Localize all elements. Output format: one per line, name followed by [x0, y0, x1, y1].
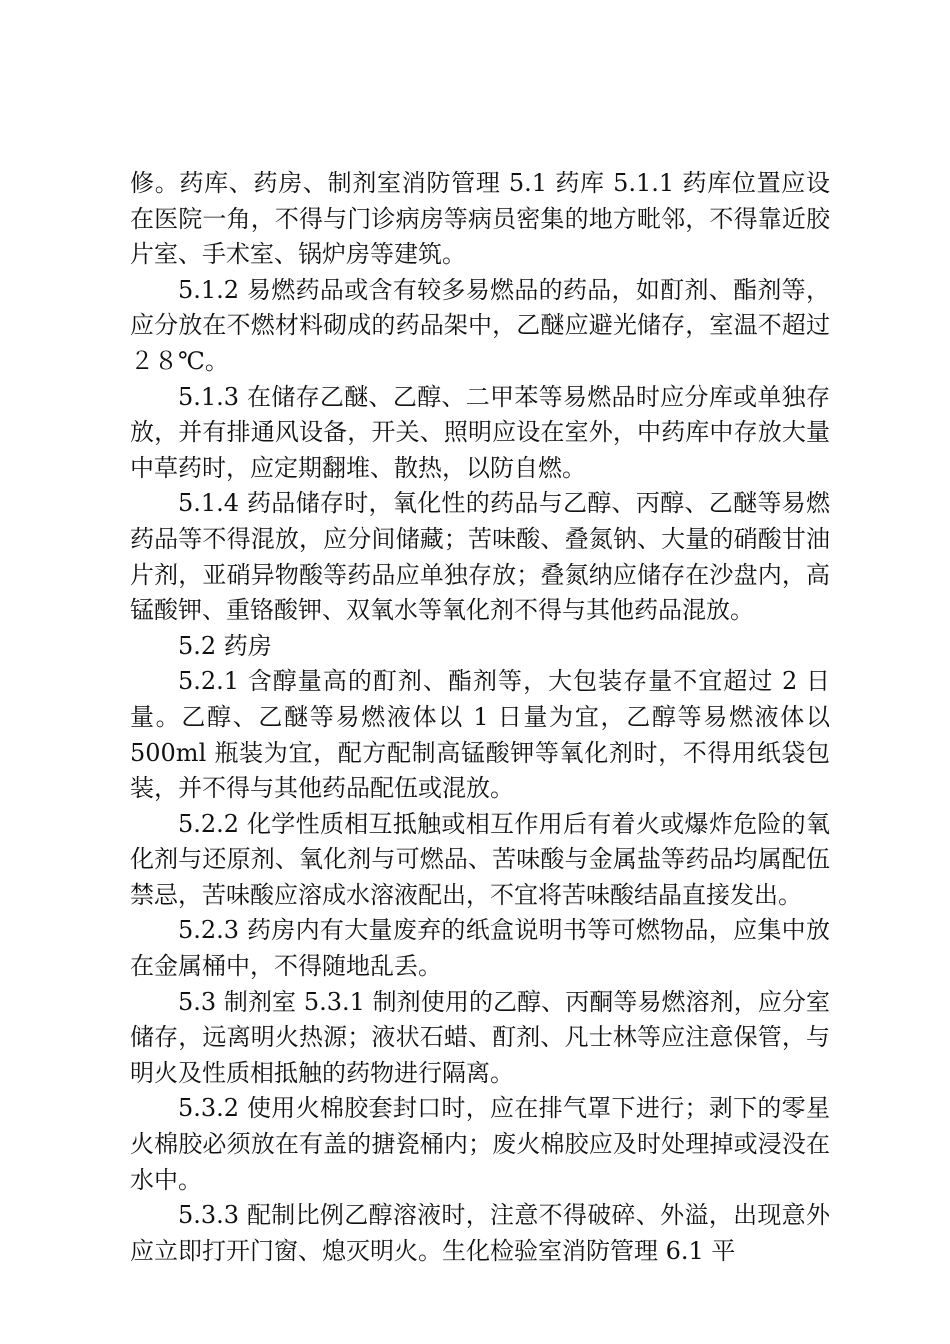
document-body	[130, 166, 830, 1269]
section-heading-5-2: 5.2 药房	[178, 631, 272, 660]
paragraph-pharmacy-intro: 修。药库、药房、制剂室消防管理 5.1 药库 5.1.1 药库位置应设在医院一角，不得与门诊病房等病员密集的地方毗邻，不得靠近胶片室、手术室、锅炉房等建筑。	[130, 169, 830, 269]
paragraph-5-1-3: 5.1.3 在储存乙醚、乙醇、二甲苯等易燃品时应分库或单独存放，并有排通风设备，开关、照明应设在室外，中药库中存放大量中草药时，应定期翻堆、散热，以防自燃。	[130, 382, 830, 482]
paragraph-5-1-2: 5.1.2 易燃药品或含有较多易燃品的药品，如酊剂、酯剂等，应分放在不燃材料砌成的药品架中，乙醚应避光储存，室温不超过２８℃。	[130, 275, 830, 375]
paragraph-5-2-1: 5.2.1 含醇量高的酊剂、酯剂等，大包装存量不宜超过 2 日量。乙醇、乙醚等易燃液体以 1 日量为宜，乙醇等易燃液体以 500ml 瓶装为宜，配方配制高锰酸钾等氧化剂时，不得用纸袋包装，并不得与其他药品配伍或混放。	[130, 667, 830, 803]
paragraph-5-3-1: 5.3 制剂室 5.3.1 制剂使用的乙醇、丙酮等易燃溶剂，应分室储存，远离明火热源；液状石蜡、酊剂、凡士林等应注意保管，与明火及性质相抵触的药物进行隔离。	[130, 987, 830, 1087]
paragraph-5-3-2: 5.3.2 使用火棉胶套封口时，应在排气罩下进行；剥下的零星火棉胶必须放在有盖的搪瓷桶内；废火棉胶应及时处理掉或浸没在水中。	[130, 1094, 830, 1194]
paragraph-5-2-2: 5.2.2 化学性质相互抵触或相互作用后有着火或爆炸危险的氧化剂与还原剂、氧化剂与可燃品、苦味酸与金属盐等药品均属配伍禁忌，苦味酸应溶成水溶液配出，不宜将苦味酸结晶直接发出。	[130, 809, 830, 909]
paragraph-5-1-4: 5.1.4 药品储存时，氧化性的药品与乙醇、丙醇、乙醚等易燃药品等不得混放，应分间储藏；苦味酸、叠氮钠、大量的硝酸甘油片剂，亚硝异物酸等药品应单独存放；叠氮纳应储存在沙盘内，高锰酸钾、重铬酸钾、双氧水等氧化剂不得与其他药品混放。	[130, 489, 830, 625]
paragraph-5-2-3: 5.2.3 药房内有大量废弃的纸盒说明书等可燃物品，应集中放在金属桶中，不得随地乱丢。	[130, 916, 830, 981]
paragraph-5-3-3: 5.3.3 配制比例乙醇溶液时，注意不得破碎、外溢，出现意外应立即打开门窗、熄灭明火。生化检验室消防管理 6.1 平	[130, 1201, 830, 1265]
